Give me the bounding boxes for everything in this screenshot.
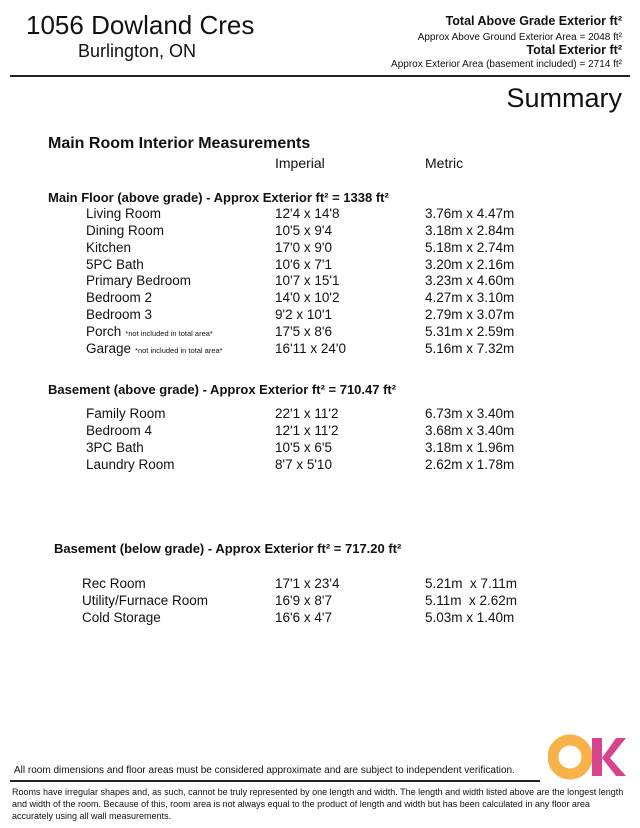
room-name: [86, 456, 175, 473]
room-name-text: Living Room: [86, 206, 162, 221]
room-row: [86, 422, 526, 439]
room-name: [82, 609, 161, 626]
room-row: [86, 222, 526, 239]
room-imperial: 10'7 x 15'1: [275, 273, 340, 289]
total-exterior-detail: Approx Exterior Area (basement included) = 2714 ft²: [391, 59, 622, 70]
room-name: [86, 306, 152, 323]
room-name-text: 5PC Bath: [86, 256, 144, 272]
total-above-grade-detail: Approx Above Ground Exterior Area = 2048 ft²: [417, 32, 622, 43]
room-metric: 2.79m x 3.07m: [425, 307, 515, 323]
room-name: [86, 439, 144, 456]
room-metric: 5.16m x 7.32m: [425, 340, 515, 356]
room-imperial: 17'1 x 23'4: [275, 576, 340, 591]
room-name-text: Cold Storage: [82, 610, 161, 625]
room-row: [82, 609, 522, 626]
total-exterior-title: Total Exterior ft²: [526, 43, 622, 57]
room-name-text: Kitchen: [86, 239, 132, 255]
room-imperial: 12'1 x 11'2: [275, 423, 339, 438]
address-line1: 1056 Dowland Cres: [26, 10, 255, 40]
room-metric: 5.11m x 2.62m: [425, 593, 518, 608]
room-name-text: Laundry Room: [86, 457, 175, 472]
room-imperial: 10'6 x 7'1: [275, 256, 332, 272]
room-metric: 3.18m x 1.96m: [425, 440, 515, 455]
room-name-text: Garage: [86, 340, 132, 356]
room-row: [86, 439, 526, 456]
room-row: [86, 289, 526, 306]
total-above-grade-title: Total Above Grade Exterior ft²: [445, 14, 622, 28]
room-name: [82, 575, 146, 592]
room-imperial: 10'5 x 9'4: [275, 222, 332, 238]
room-metric: 5.03m x 1.40m: [425, 610, 515, 625]
room-metric: 6.73m x 3.40m: [425, 406, 515, 421]
room-name: [86, 405, 166, 422]
ok-logo-icon: [548, 734, 626, 780]
footer-divider: [10, 780, 540, 782]
footer-note: Rooms have irregular shapes and, as such, cannot be truly represented by one length and width. The length and width listed above are the longest length and width of the room. Because of this, room area is not always equal to the product of length and width but has been calculated in any floor area accurately using all wall measurements.: [12, 787, 624, 821]
group-title: Basement (below grade) - Approx Exterior ft² = 717.20 ft²: [54, 541, 402, 556]
group-title: Main Floor (above grade) - Approx Exterior ft² = 1338 ft²: [48, 190, 389, 205]
room-metric: 5.31m x 2.59m: [425, 323, 515, 339]
room-imperial: 8'7 x 5'10: [275, 457, 332, 472]
room-imperial: 10'5 x 6'5: [275, 440, 332, 455]
room-name: [86, 205, 161, 222]
room-name: [86, 239, 131, 256]
room-row: [86, 256, 526, 273]
room-name: [86, 256, 144, 273]
room-name-text: Bedroom 3: [86, 307, 153, 323]
room-name: [86, 422, 152, 439]
room-row: [86, 205, 526, 222]
column-header-metric: Metric: [425, 155, 464, 171]
room-imperial: 12'4 x 14'8: [275, 206, 340, 221]
room-name: [86, 340, 223, 359]
room-imperial: 9'2 x 10'1: [275, 307, 332, 323]
room-name-text: Utility/Furnace Room: [82, 593, 209, 608]
room-imperial: 16'6 x 4'7: [275, 610, 332, 625]
room-row: [82, 592, 522, 609]
room-name-text: Bedroom 2: [86, 290, 153, 306]
room-row: [86, 456, 526, 473]
room-name-text: Primary Bedroom: [86, 273, 192, 289]
room-row: [86, 340, 526, 357]
room-metric: 5.18m x 2.74m: [425, 239, 515, 255]
room-note: *not included in total area*: [135, 345, 223, 355]
room-name-text: 3PC Bath: [86, 440, 144, 455]
room-note: *not included in total area*: [125, 328, 213, 338]
room-name-text: Rec Room: [82, 576, 146, 591]
room-metric: 5.21m x 7.11m: [425, 576, 518, 591]
section-title: Main Room Interior Measurements: [48, 135, 311, 152]
room-metric: 2.62m x 1.78m: [425, 457, 515, 472]
room-row: [86, 239, 526, 256]
room-metric: 3.68m x 3.40m: [425, 423, 515, 438]
column-header-imperial: Imperial: [275, 155, 325, 171]
room-row: [86, 306, 526, 323]
room-row: [86, 405, 526, 422]
room-imperial: 16'11 x 24'0: [275, 340, 346, 356]
header-divider: [10, 75, 630, 77]
room-name: [86, 289, 152, 306]
room-imperial: 17'5 x 8'6: [275, 323, 332, 339]
room-row: [82, 575, 522, 592]
room-metric: 3.20m x 2.16m: [425, 256, 515, 272]
room-name-text: Dining Room: [86, 222, 165, 238]
room-imperial: 16'9 x 8'7: [275, 593, 332, 608]
page-title: Summary: [506, 83, 622, 113]
room-name-text: Bedroom 4: [86, 423, 153, 438]
room-imperial: 14'0 x 10'2: [275, 290, 340, 306]
room-name: [86, 222, 164, 239]
room-row: [86, 272, 526, 289]
room-name: [82, 592, 208, 609]
address-line2: Burlington, ON: [78, 41, 197, 61]
room-metric: 3.23m x 4.60m: [425, 273, 515, 289]
room-metric: 3.76m x 4.47m: [425, 206, 515, 221]
room-row: [86, 323, 526, 340]
room-name: [86, 272, 191, 289]
room-imperial: 22'1 x 11'2: [275, 406, 339, 421]
room-metric: 4.27m x 3.10m: [425, 290, 515, 306]
footer-disclaimer: All room dimensions and floor areas must be considered approximate and are subject to independent verification.: [14, 765, 515, 776]
room-name-text: Family Room: [86, 406, 166, 421]
room-imperial: 17'0 x 9'0: [275, 239, 332, 255]
room-name-text: Porch: [86, 323, 122, 339]
room-metric: 3.18m x 2.84m: [425, 222, 515, 238]
group-title: Basement (above grade) - Approx Exterior ft² = 710.47 ft²: [48, 382, 397, 397]
